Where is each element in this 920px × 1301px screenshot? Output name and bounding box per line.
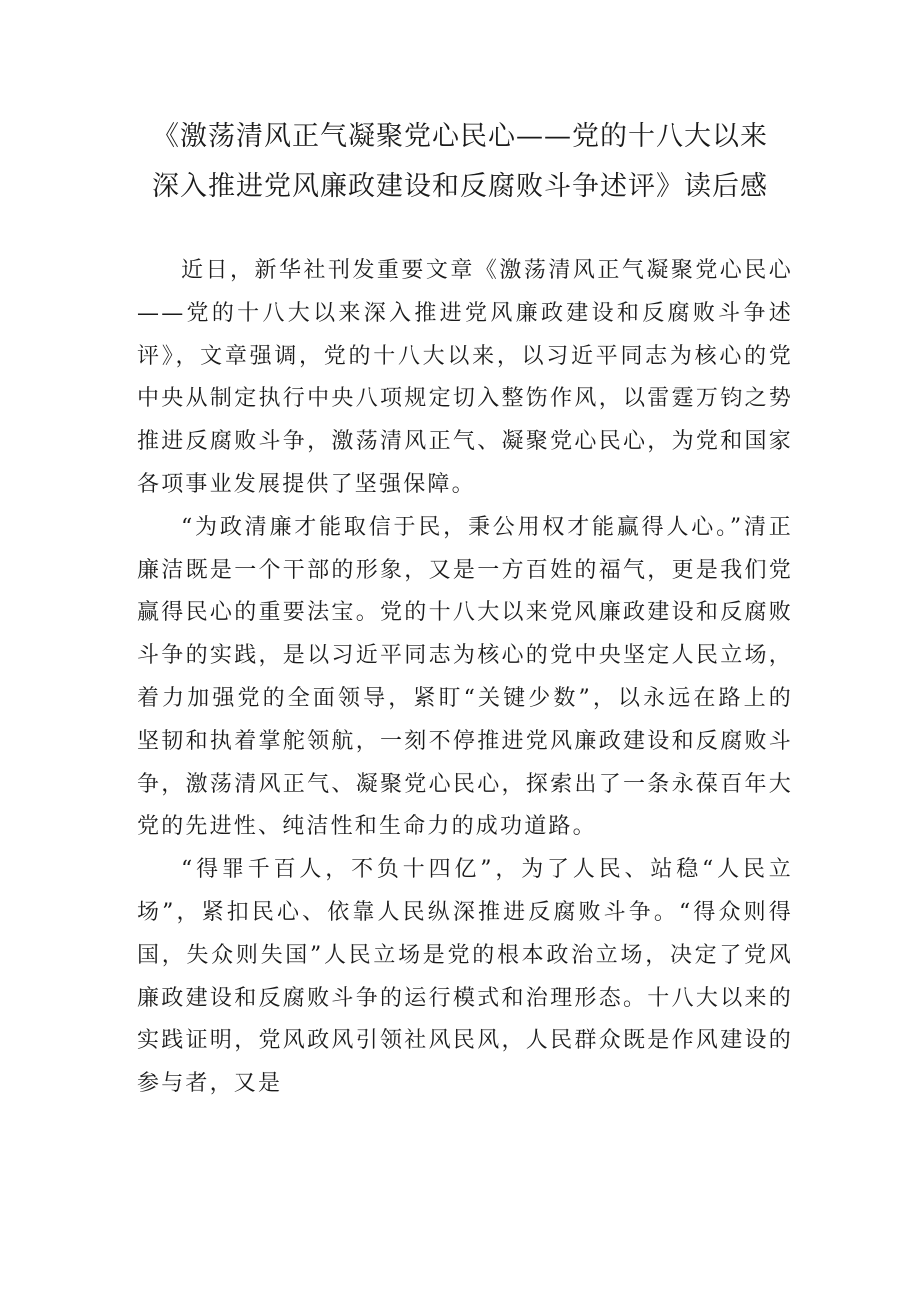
paragraph-2: “为政清廉才能取信于民，秉公用权才能赢得人心。”清正廉洁既是一个干部的形象，又是一方百姓的福气，更是我们党赢得民心的重要法宝。党的十八大以来党风廉政建设和反腐败斗争的实践，是以习近平同志为核心的党中央坚定人民立场，着力加强党的全面领导，紧盯“关键少数”，以永远在路上的坚韧和执着掌舵领航，一刻不停推进党风廉政建设和反腐败斗争，激荡清风正气、凝聚党心民心，探索出了一条永葆百年大党的先进性、纯洁性和生命力的成功道路。	[137, 514, 793, 840]
paragraph-3: “得罪千百人，不负十四亿”，为了人民、站稳“人民立场”，紧扣民心、依靠人民纵深推进反腐败斗争。“得众则得国，失众则失国”人民立场是党的根本政治立场，决定了党风廉政建设和反腐败斗争的运行模式和治理形态。十八大以来的实践证明，党风政风引领社风民风，人民群众既是作风建设的参与者，又是	[137, 857, 793, 1097]
title-line-1: 《激荡清风正气凝聚党心民心——党的十八大以来	[152, 121, 768, 152]
document-title	[100, 112, 820, 212]
paragraph-1: 近日，新华社刊发重要文章《激荡清风正气凝聚党心民心——党的十八大以来深入推进党风廉政建设和反腐败斗争述评》，文章强调，党的十八大以来，以习近平同志为核心的党中央从制定执行中央八项规定切入整饬作风，以雷霆万钧之势推进反腐败斗争，激荡清风正气、凝聚党心民心，为党和国家各项事业发展提供了坚强保障。	[137, 258, 793, 497]
title-line-2: 深入推进党风廉政建设和反腐败斗争述评》读后感	[152, 171, 768, 202]
document-body	[137, 250, 793, 1106]
